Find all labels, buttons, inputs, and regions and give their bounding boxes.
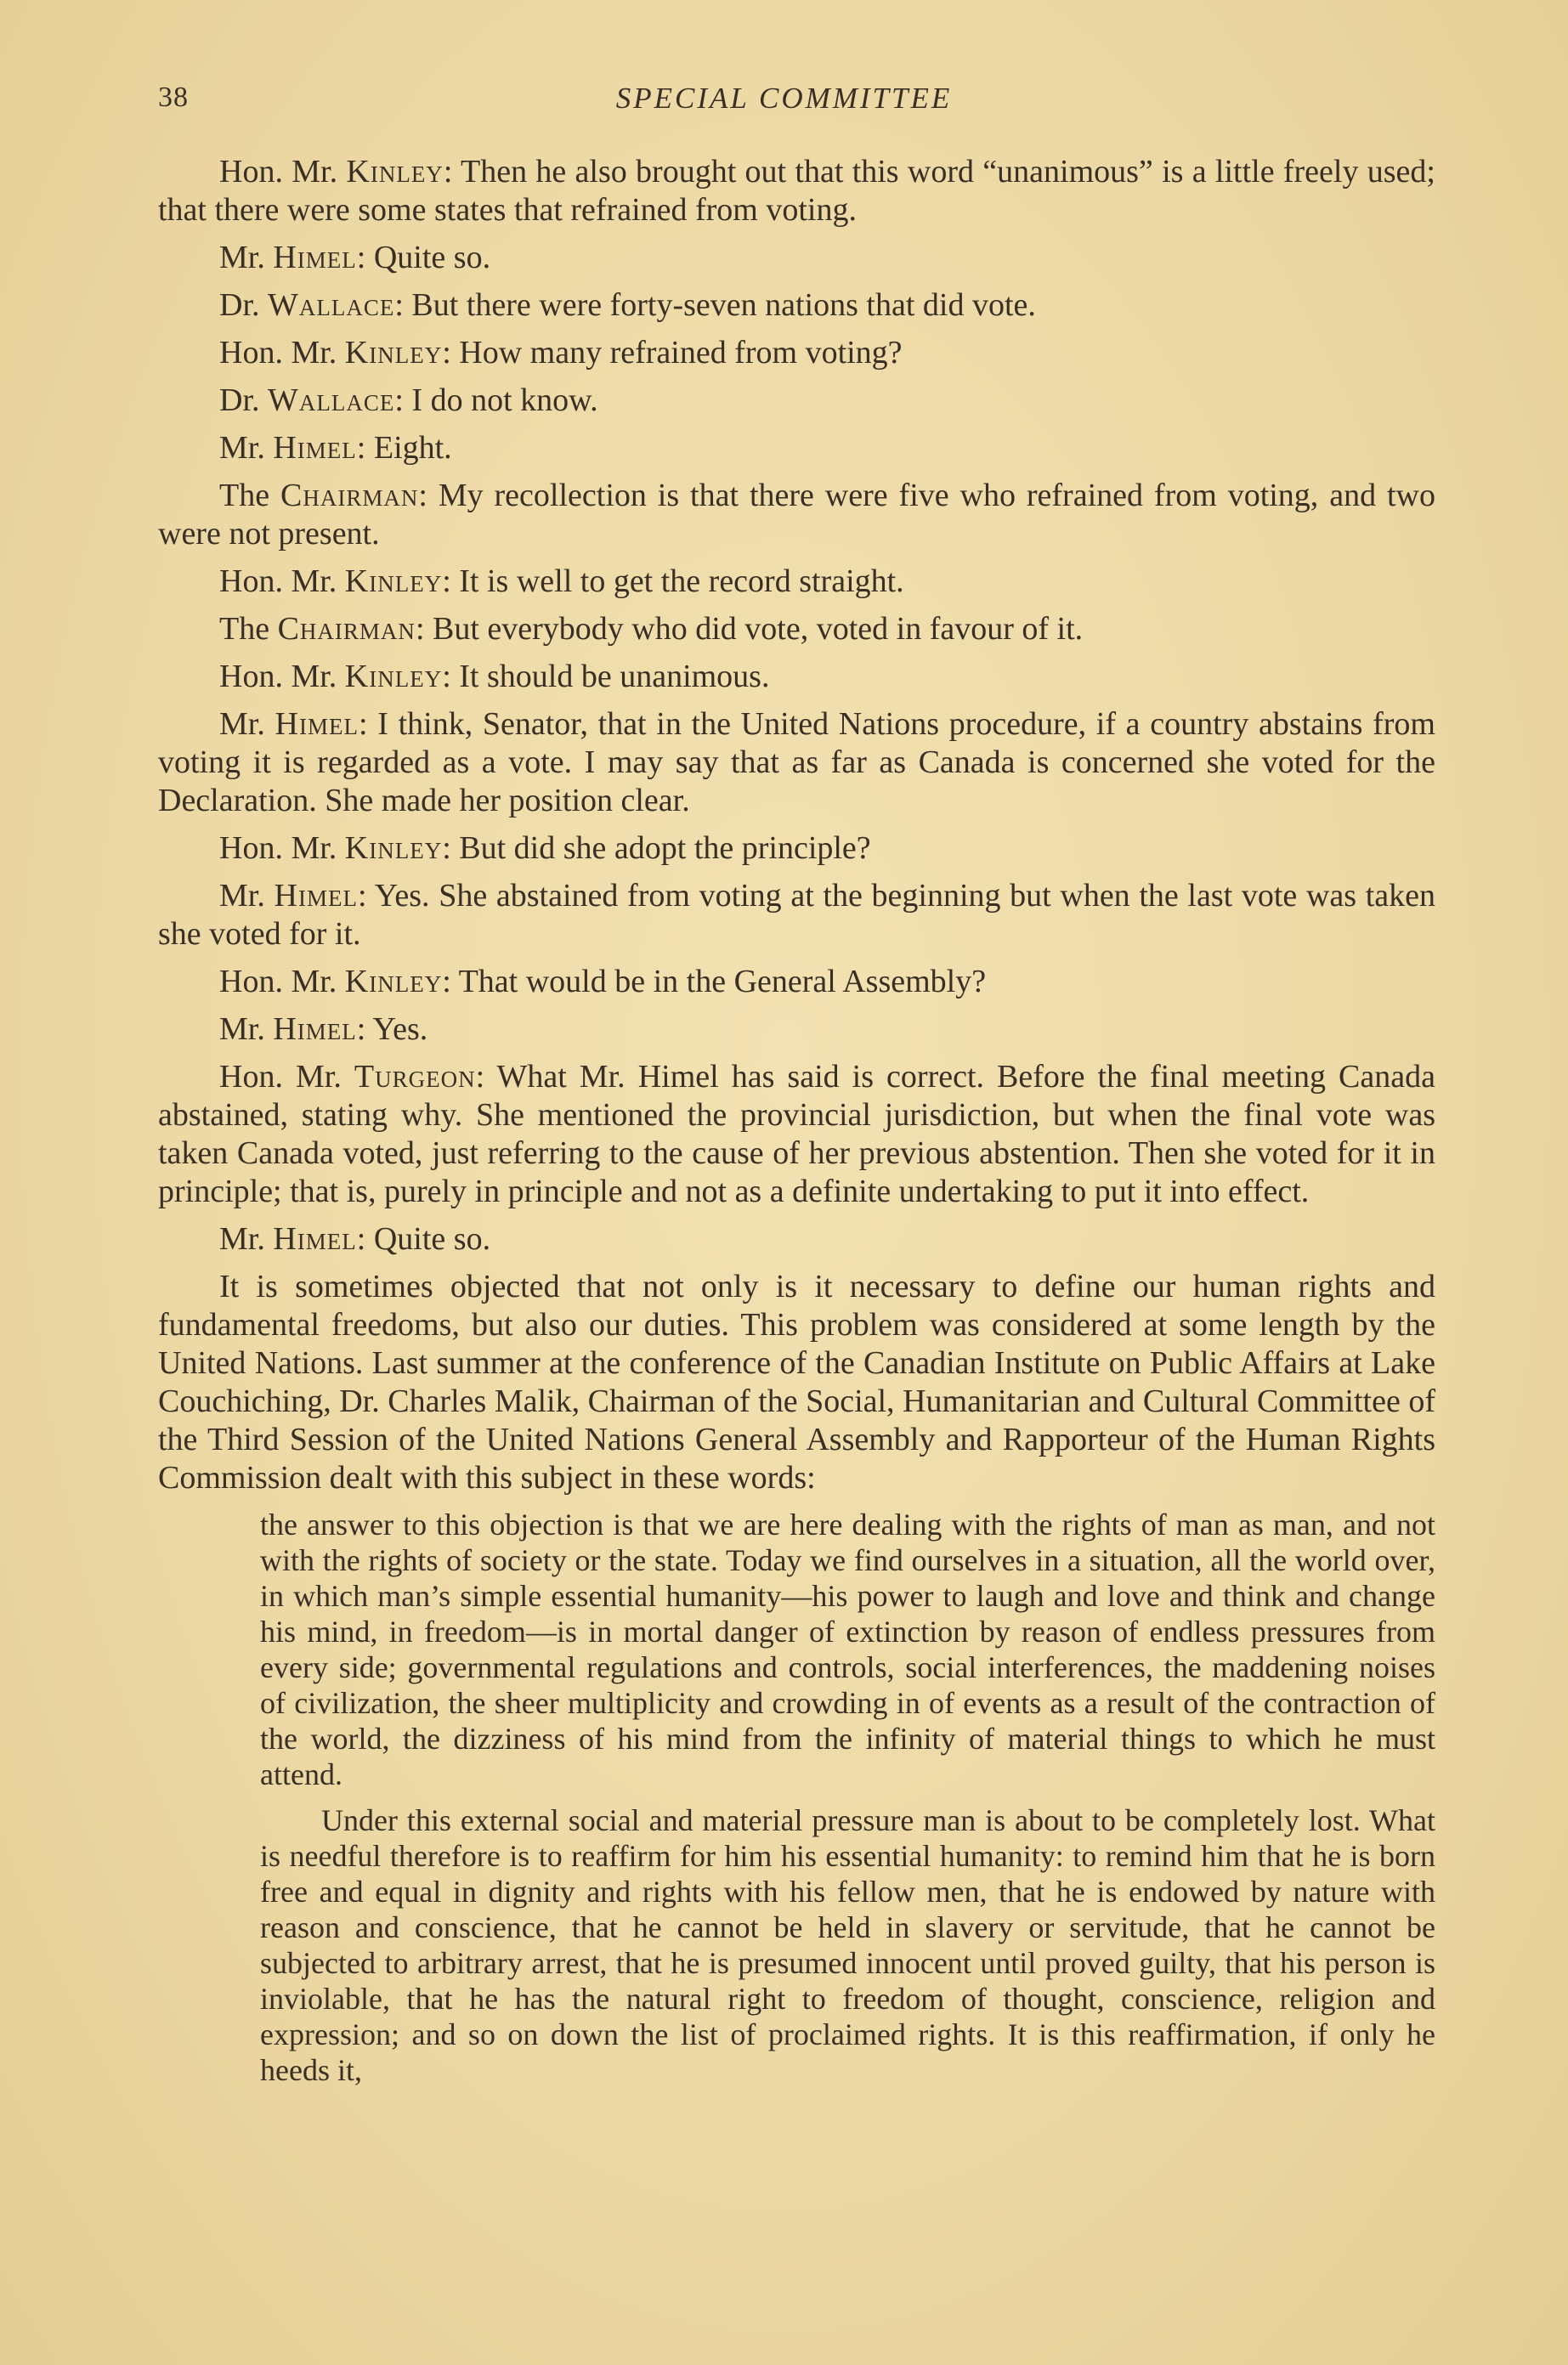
speaker-name: Chairman (280, 478, 419, 513)
speaker-title: Mr. (219, 430, 274, 466)
speaker-name: Himel (273, 240, 357, 275)
speech-text: : I do not know. (394, 382, 598, 418)
speaker-title: Hon. Mr. (219, 335, 345, 371)
dialogue-paragraph (158, 705, 1435, 820)
dialogue-paragraph (158, 153, 1435, 229)
speaker-title: Dr. (219, 287, 268, 323)
dialogue-paragraph (158, 1058, 1435, 1211)
block-quotation (260, 1507, 1435, 2088)
speaker-name: Kinley (344, 563, 443, 599)
dialogue-paragraph (158, 1220, 1435, 1259)
speaker-title: Hon. Mr. (219, 563, 345, 599)
speech-text: : What Mr. Himel has said is correct. Before the final meeting Canada abstained, stating why. She mentioned the provincial jurisdiction, but when the final vote was taken Canada voted, just referring to the cause of her previous abstention. Then she voted for it in principle; that is, purely in principle and not as a definite undertaking to put it into effect. (158, 1059, 1435, 1209)
speaker-name: Turgeon (354, 1059, 476, 1095)
page-number: 38 (158, 82, 189, 113)
running-head: SPECIAL COMMITTEE (615, 82, 953, 115)
dialogue-paragraph (158, 877, 1435, 953)
speech-text: : I think, Senator, that in the United Nations procedure, if a country abstains from voting it is regarded as a vote. I may say that as far as Canada is concerned she voted for the Declaration. She made her position clear. (158, 706, 1435, 818)
quotation-paragraph: Under this external social and material pressure man is about to be completely lost. What is needful therefore is to reaffirm for him his essential humanity: to remind him that he is born free and equal in dignity and rights with his fellow men, that he is endowed by nature with reason and conscience, that he cannot be held in slavery or servitude, that he cannot be subjected to arbitrary arrest, that he is presumed innocent until proved guilty, that his person is inviolable, that he has the natural right to freedom of thought, conscience, religion and expression; and so on down the list of proclaimed rights. It is this reaffirmation, if only he heeds it, (260, 1803, 1435, 2087)
speaker-title: Hon. Mr. (219, 659, 345, 694)
speech-text: : Yes. She abstained from voting at the beginning but when the last vote was taken she voted for it. (158, 878, 1435, 952)
speaker-title: Hon. Mr. (219, 1059, 354, 1095)
speaker-title: Hon. Mr. (219, 964, 345, 999)
dialogue-paragraph (158, 563, 1435, 601)
speaker-title: Mr. (219, 1221, 274, 1257)
speaker-title: The (219, 478, 280, 513)
speaker-title: Dr. (219, 382, 268, 418)
speaker-title: Mr. (219, 1011, 274, 1047)
speech-text: : But did she adopt the principle? (442, 830, 871, 866)
dialogue-paragraph (158, 610, 1435, 648)
speaker-title: Mr. (219, 706, 275, 742)
speech-text: : Yes. (356, 1011, 428, 1047)
body-text (158, 153, 1435, 2098)
speech-text: : Then he also brought out that this word “unanimous” is a little freely used; that there were some states that refrained from voting. (158, 154, 1435, 228)
speaker-name: Chairman (277, 611, 416, 647)
speech-text: : How many refrained from voting? (442, 335, 903, 371)
dialogue-paragraph (158, 829, 1435, 868)
dialogue-paragraph (158, 286, 1435, 325)
narrative-paragraph: It is sometimes objected that not only is it necessary to define our human rights and fundamental freedoms, but also our duties. This problem was considered at some length by the United Nations. Last summer at the conference of the Canadian Institute on Public Affairs at Lake Couchiching, Dr. Charles Malik, Chairman of the Social, Humanitarian and Cultural Committee of the Third Session of the United Nations General Assembly and Rapporteur of the Human Rights Commission dealt with this subject in these words: (158, 1269, 1435, 1496)
dialogue-paragraph (158, 477, 1435, 553)
dialogue-paragraph (158, 429, 1435, 467)
quotation-paragraph: the answer to this objection is that we are here dealing with the rights of man as man, and not with the rights of society or the state. Today we find ourselves in a situation, all the world over, in which man’s simple essential humanity—his power to laugh and love and think and change his mind, in freedom—is in mortal danger of extinction by reason of endless pressures from every side; governmental regulations and controls, social interferences, the maddening noises of civilization, the sheer multiplicity and crowding in of events as a result of the contraction of the world, the dizziness of his mind from the infinity of material things to which he must attend. (260, 1508, 1435, 1791)
speech-text: : But everybody who did vote, voted in favour of it. (415, 611, 1084, 647)
speaker-name: Wallace (268, 287, 395, 323)
speaker-title: Mr. (219, 878, 275, 914)
speaker-name: Himel (273, 1221, 357, 1257)
speech-text: : Eight. (356, 430, 452, 466)
speech-text: : Quite so. (356, 1221, 491, 1257)
dialogue-paragraph (158, 1010, 1435, 1049)
speech-text: : It is well to get the record straight. (442, 563, 904, 599)
speaker-title: The (219, 611, 278, 647)
dialogue-section (158, 153, 1435, 1259)
speaker-name: Himel (274, 878, 358, 914)
speaker-title: Mr. (219, 240, 274, 275)
speech-text: : My recollection is that there were five who refrained from voting, and two were not present. (158, 478, 1435, 552)
speaker-name: Kinley (344, 335, 443, 371)
dialogue-paragraph (158, 334, 1435, 372)
dialogue-paragraph (158, 382, 1435, 420)
speech-text: : That would be in the General Assembly? (442, 964, 987, 999)
speaker-name: Kinley (344, 659, 443, 694)
speaker-name: Kinley (346, 154, 444, 190)
speech-text: : But there were forty-seven nations that did vote. (394, 287, 1036, 323)
speaker-name: Himel (273, 430, 357, 466)
speaker-name: Himel (275, 706, 359, 742)
speaker-name: Wallace (268, 382, 395, 418)
speech-text: : Quite so. (356, 240, 491, 275)
speech-text: : It should be unanimous. (442, 659, 770, 694)
speaker-title: Hon. Mr. (219, 830, 345, 866)
dialogue-paragraph (158, 239, 1435, 277)
speaker-title: Hon. Mr. (219, 154, 347, 190)
speaker-name: Kinley (344, 964, 443, 999)
dialogue-paragraph (158, 963, 1435, 1001)
speaker-name: Himel (273, 1011, 357, 1047)
speaker-name: Kinley (344, 830, 443, 866)
dialogue-paragraph (158, 658, 1435, 696)
